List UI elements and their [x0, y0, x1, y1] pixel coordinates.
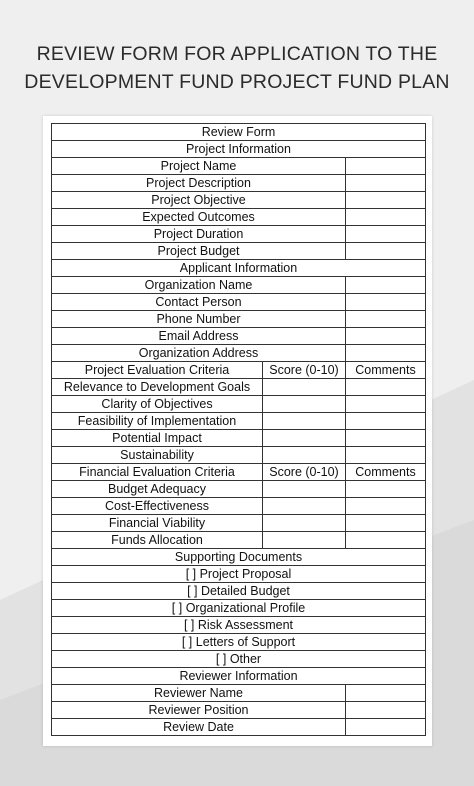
score-cell[interactable] [263, 430, 346, 447]
field-value-cell[interactable] [346, 158, 426, 175]
table-row [52, 294, 426, 311]
field-value-cell[interactable] [346, 243, 426, 260]
criterion-label: Financial Viability [52, 515, 263, 532]
score-cell[interactable] [263, 481, 346, 498]
table-row [52, 481, 426, 498]
table-row [52, 532, 426, 549]
title-line-1: REVIEW FORM FOR APPLICATION TO THE [36, 43, 438, 65]
table-row [52, 702, 426, 719]
score-cell[interactable] [263, 515, 346, 532]
score-header: Score (0-10) [263, 464, 346, 481]
score-cell[interactable] [263, 379, 346, 396]
field-value-cell[interactable] [346, 702, 426, 719]
title-line-2: DEVELOPMENT FUND PROJECT FUND PLAN [24, 71, 450, 93]
comment-cell[interactable] [346, 430, 426, 447]
field-label: Project Description [52, 175, 346, 192]
field-label: Project Budget [52, 243, 346, 260]
section-supporting-documents: Supporting Documents [52, 549, 426, 566]
comments-header: Comments [346, 464, 426, 481]
section-project-information: Project Information [52, 141, 426, 158]
table-row [52, 549, 426, 566]
field-value-cell[interactable] [346, 685, 426, 702]
document-checkbox-item[interactable]: [ ] Organizational Profile [52, 600, 426, 617]
field-label: Project Objective [52, 192, 346, 209]
document-checkbox-item[interactable]: [ ] Project Proposal [52, 566, 426, 583]
table-row [52, 583, 426, 600]
score-cell[interactable] [263, 413, 346, 430]
table-row [52, 362, 426, 379]
table-row [52, 277, 426, 294]
comment-cell[interactable] [346, 515, 426, 532]
table-row [52, 345, 426, 362]
table-row [52, 447, 426, 464]
table-row [52, 209, 426, 226]
table-row [52, 396, 426, 413]
field-value-cell[interactable] [346, 328, 426, 345]
table-row [52, 243, 426, 260]
field-value-cell[interactable] [346, 294, 426, 311]
form-header: Review Form [52, 124, 426, 141]
field-value-cell[interactable] [346, 277, 426, 294]
table-row [52, 719, 426, 736]
document-checkbox-item[interactable]: [ ] Detailed Budget [52, 583, 426, 600]
table-row [52, 651, 426, 668]
document-checkbox-item[interactable]: [ ] Letters of Support [52, 634, 426, 651]
table-row [52, 413, 426, 430]
table-row [52, 192, 426, 209]
table-row [52, 141, 426, 158]
criterion-label: Clarity of Objectives [52, 396, 263, 413]
field-value-cell[interactable] [346, 226, 426, 243]
field-value-cell[interactable] [346, 209, 426, 226]
comment-cell[interactable] [346, 379, 426, 396]
table-row [52, 600, 426, 617]
table-row [52, 498, 426, 515]
comment-cell[interactable] [346, 532, 426, 549]
field-label: Reviewer Name [52, 685, 346, 702]
comment-cell[interactable] [346, 498, 426, 515]
criterion-label: Sustainability [52, 447, 263, 464]
table-row [52, 311, 426, 328]
document-checkbox-item[interactable]: [ ] Other [52, 651, 426, 668]
page-title [0, 40, 474, 96]
field-value-cell[interactable] [346, 719, 426, 736]
project-eval-header: Project Evaluation Criteria [52, 362, 263, 379]
document-checkbox-item[interactable]: [ ] Risk Assessment [52, 617, 426, 634]
field-label: Review Date [52, 719, 346, 736]
comment-cell[interactable] [346, 396, 426, 413]
financial-eval-header: Financial Evaluation Criteria [52, 464, 263, 481]
form-sheet [43, 116, 432, 746]
score-cell[interactable] [263, 396, 346, 413]
section-applicant-information: Applicant Information [52, 260, 426, 277]
table-row [52, 515, 426, 532]
field-label: Reviewer Position [52, 702, 346, 719]
field-label: Phone Number [52, 311, 346, 328]
table-row [52, 226, 426, 243]
score-cell[interactable] [263, 532, 346, 549]
criterion-label: Funds Allocation [52, 532, 263, 549]
table-row [52, 464, 426, 481]
table-row [52, 430, 426, 447]
table-row [52, 379, 426, 396]
field-label: Contact Person [52, 294, 346, 311]
field-label: Email Address [52, 328, 346, 345]
field-value-cell[interactable] [346, 345, 426, 362]
review-form-table [51, 123, 426, 736]
comments-header: Comments [346, 362, 426, 379]
field-label: Organization Name [52, 277, 346, 294]
field-label: Project Duration [52, 226, 346, 243]
field-label: Organization Address [52, 345, 346, 362]
table-row [52, 668, 426, 685]
score-cell[interactable] [263, 498, 346, 515]
table-row [52, 328, 426, 345]
field-label: Project Name [52, 158, 346, 175]
comment-cell[interactable] [346, 481, 426, 498]
section-reviewer-information: Reviewer Information [52, 668, 426, 685]
field-value-cell[interactable] [346, 175, 426, 192]
field-value-cell[interactable] [346, 192, 426, 209]
criterion-label: Relevance to Development Goals [52, 379, 263, 396]
comment-cell[interactable] [346, 447, 426, 464]
table-row [52, 617, 426, 634]
comment-cell[interactable] [346, 413, 426, 430]
criterion-label: Budget Adequacy [52, 481, 263, 498]
field-label: Expected Outcomes [52, 209, 346, 226]
table-row [52, 158, 426, 175]
table-row [52, 685, 426, 702]
table-row [52, 175, 426, 192]
criterion-label: Feasibility of Implementation [52, 413, 263, 430]
table-row [52, 566, 426, 583]
score-header: Score (0-10) [263, 362, 346, 379]
table-row [52, 634, 426, 651]
table-row [52, 124, 426, 141]
table-row [52, 260, 426, 277]
criterion-label: Cost-Effectiveness [52, 498, 263, 515]
criterion-label: Potential Impact [52, 430, 263, 447]
score-cell[interactable] [263, 447, 346, 464]
field-value-cell[interactable] [346, 311, 426, 328]
